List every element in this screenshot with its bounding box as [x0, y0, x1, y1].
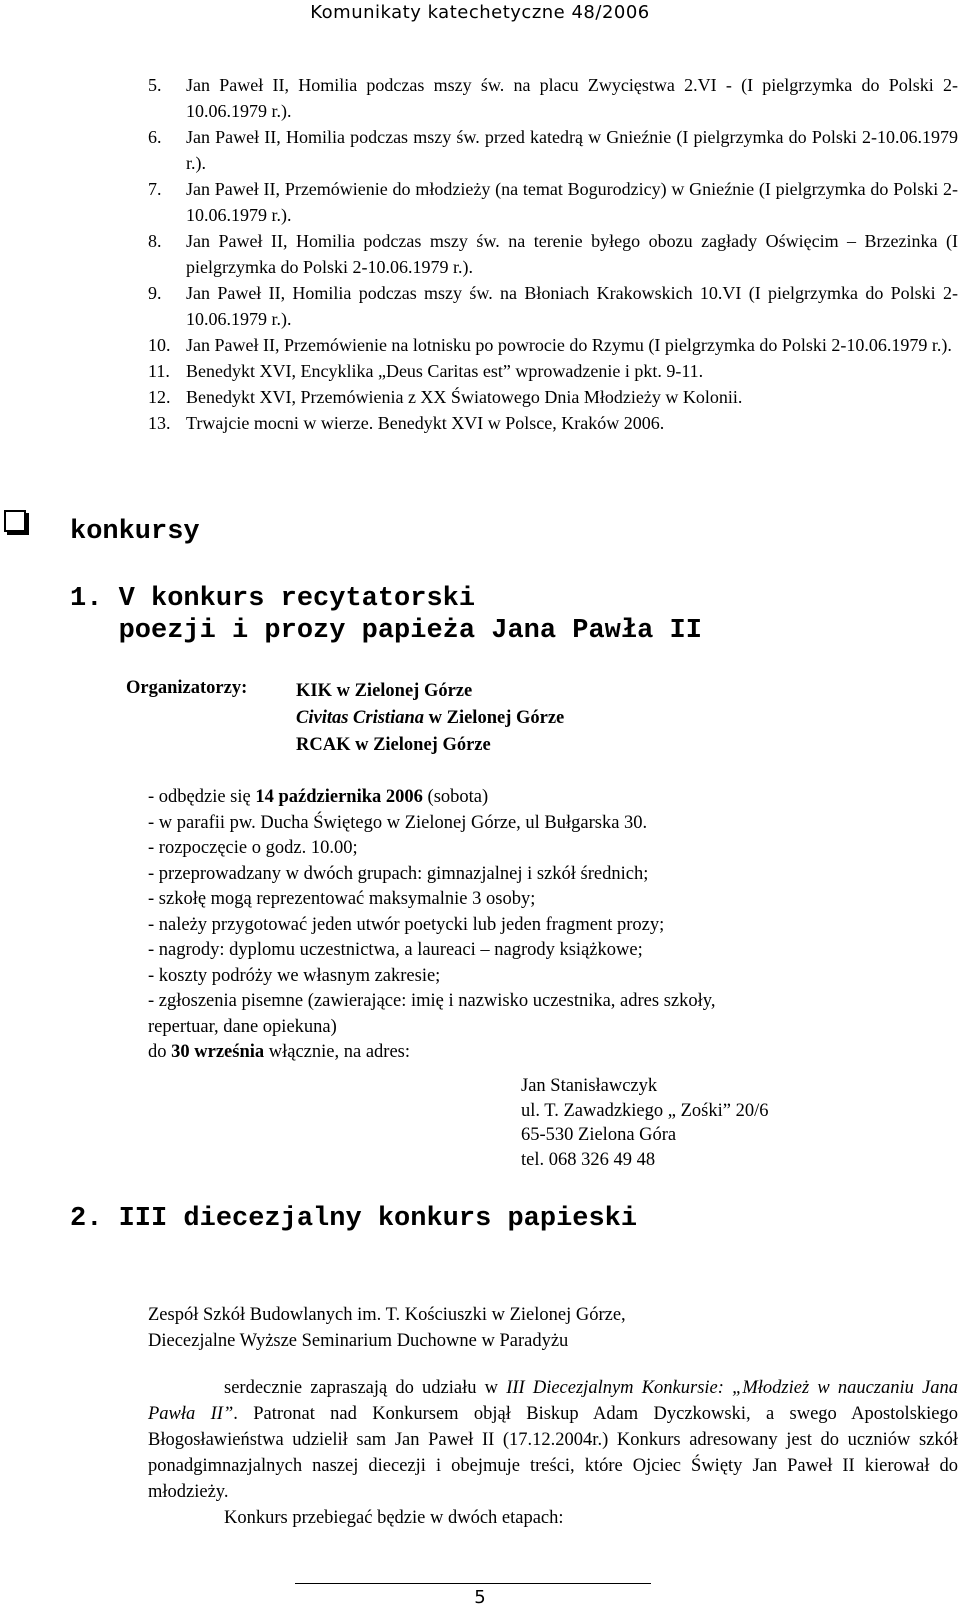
footer-divider [295, 1583, 651, 1584]
detail-line: - przeprowadzany w dwóch grupach: gimnazjalnej i szkół średnich; [148, 863, 649, 884]
page-number: 5 [474, 1587, 486, 1608]
event-date: 14 października 2006 [255, 787, 423, 807]
detail-line: - w parafii pw. Ducha Świętego w Zielonej Górze, ul Bułgarska 30. [148, 812, 648, 833]
reference-item [148, 228, 958, 280]
paragraph [148, 1375, 958, 1505]
reference-number: 12. [148, 387, 171, 407]
reference-list [148, 72, 958, 436]
deadline-line [148, 1040, 715, 1066]
contest1-title-line1: 1. V konkurs recytatorski [70, 584, 476, 614]
detail-line: - należy przygotować jeden utwór poetycki lub jeden fragment prozy; [148, 914, 665, 935]
contest1-title-line2: poezji i prozy papieża Jana Pawła II [70, 616, 702, 646]
reference-text: Jan Paweł II, Homilia podczas mszy św. przed katedrą w Gnieźnie (I pielgrzymka do Polski 2-10.06.1979 r.). [186, 127, 958, 173]
reference-number: 9. [148, 283, 162, 303]
reference-text: Jan Paweł II, Homilia podczas mszy św. na terenie byłego obozu zagłady Oświęcim – Brzezinka (I pielgrzymka do Polski 2-10.06.1979 r.). [186, 231, 958, 277]
paragraph [148, 1505, 958, 1531]
paragraph-text: serdecznie zapraszają do udziału w [224, 1378, 507, 1398]
organizer-item: RCAK w Zielonej Górze [296, 735, 491, 755]
detail-text: - odbędzie się [148, 787, 256, 807]
detail-line: - nagrody: dyplomu uczestnictwa, a laureaci – nagrody książkowe; [148, 940, 643, 960]
contact-street: ul. T. Zawadzkiego „ Zośki” 20/6 [521, 1100, 769, 1121]
checkbox-bullet-icon [4, 510, 26, 532]
reference-number: 7. [148, 179, 162, 199]
section-title: konkursy [70, 517, 200, 547]
reference-text: Jan Paweł II, Homilia podczas mszy św. na placu Zwycięstwa 2.VI - (I pielgrzymka do Polski 2-10.06.1979 r.). [186, 75, 958, 121]
detail-text: (sobota) [422, 787, 489, 807]
detail-line: repertuar, dane opiekuna) [148, 1016, 337, 1037]
contact-name: Jan Stanisławczyk [521, 1076, 658, 1096]
reference-item [148, 410, 958, 436]
reference-text: Benedykt XVI, Encyklika „Deus Caritas est” wprowadzenie i pkt. 9-11. [186, 361, 704, 381]
reference-number: 11. [148, 361, 170, 381]
reference-item [148, 332, 958, 358]
contact-phone: tel. 068 326 49 48 [521, 1149, 656, 1170]
paragraph-text: Konkurs przebiegać będzie w dwóch etapach: [224, 1508, 564, 1528]
reference-number: 10. [148, 335, 171, 355]
reference-item [148, 124, 958, 176]
organizer-item: Zespół Szkół Budowlanych im. T. Kościuszki w Zielonej Górze, [148, 1305, 626, 1325]
detail-line: - zgłoszenia pisemne (zawierające: imię i nazwisko uczestnika, adres szkoły, [148, 991, 716, 1011]
reference-item [148, 280, 958, 332]
contact-address [521, 1074, 768, 1172]
reference-number: 8. [148, 231, 162, 251]
contest1-details [148, 785, 715, 1066]
page-header: Komunikaty katechetyczne 48/2006 [310, 2, 650, 23]
organizer-location: w Zielonej Górze [424, 708, 565, 728]
organizer-item: Diecezjalne Wyższe Seminarium Duchowne w Paradyżu [148, 1331, 569, 1351]
organizer-item [296, 705, 564, 732]
detail-text: do [148, 1042, 172, 1062]
organizers-list [296, 678, 564, 759]
organizers-label: Organizatorzy: [126, 678, 248, 698]
contest2-description [148, 1375, 958, 1531]
detail-line: - rozpoczęcie o godz. 10.00; [148, 838, 358, 858]
contact-city: 65-530 Zielona Góra [521, 1125, 677, 1145]
contest2-organizers [148, 1302, 626, 1354]
detail-line: - koszty podróży we własnym zakresie; [148, 965, 441, 986]
detail-line: - szkołę mogą reprezentować maksymalnie 3 osoby; [148, 889, 536, 909]
contest-name: III Diecezjalnym Konkursie: „Młodzież w nauczaniu Jana Pawła II” [148, 1378, 958, 1424]
organizer-italic-name: Civitas Cristiana [296, 708, 424, 728]
reference-item [148, 72, 958, 124]
detail-text: włącznie, na adres: [264, 1042, 410, 1062]
reference-text: Trwajcie mocni w wierze. Benedykt XVI w Polsce, Kraków 2006. [186, 413, 665, 433]
reference-item [148, 176, 958, 228]
paragraph-text: . Patronat nad Konkursem objął Biskup Adam Dyczkowski, a swego Apostolskiego Błogosławieństwa udzielił sam Jan Paweł II (17.12.2004r.) Konkurs adresowany jest do uczniów szkół ponadgimnazjalnych naszej diecezji i obejmuje treści, które Ojciec Święty Jan Paweł II kierował do młodzieży. [148, 1404, 958, 1502]
reference-text: Jan Paweł II, Przemówienie na lotnisku po powrocie do Rzymu (I pielgrzymka do Polski 2-10.06.1979 r.). [186, 335, 952, 355]
reference-text: Benedykt XVI, Przemówienia z XX Światowego Dnia Młodzieży w Kolonii. [186, 387, 743, 407]
detail-line [148, 785, 715, 811]
organizer-item: KIK w Zielonej Górze [296, 681, 473, 701]
deadline-date: 30 września [171, 1042, 265, 1062]
reference-number: 13. [148, 413, 171, 433]
reference-text: Jan Paweł II, Homilia podczas mszy św. na Błoniach Krakowskich 10.VI (I pielgrzymka do Polski 2-10.06.1979 r.). [186, 283, 958, 329]
reference-item [148, 358, 958, 384]
reference-text: Jan Paweł II, Przemówienie do młodzieży (na temat Bogurodzicy) w Gnieźnie (I pielgrzymka do Polski 2-10.06.1979 r.). [186, 179, 958, 225]
reference-item [148, 384, 958, 410]
reference-number: 6. [148, 127, 162, 147]
contest2-title: 2. III diecezjalny konkurs papieski [70, 1204, 638, 1234]
reference-number: 5. [148, 75, 162, 95]
